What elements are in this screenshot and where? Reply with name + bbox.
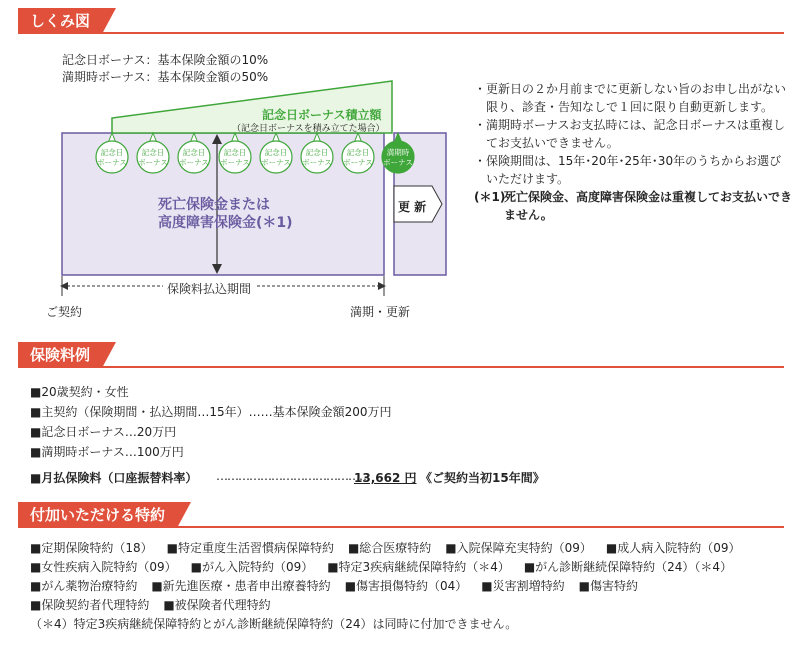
payment-period-label: 保険料払込期間: [163, 280, 255, 297]
premium-line: ■主契約（保険期間・払込期間…15年）……基本保険金額200万円: [30, 405, 392, 419]
rider-item: ■がん入院特約（09）: [190, 560, 314, 574]
bonus-line-maturity: 満期時ボーナス：基本保険金額の50%: [62, 70, 269, 84]
riders-row: [30, 577, 790, 596]
footnote-mark: (＊1): [474, 190, 506, 204]
bubble-text: 記念日: [223, 148, 247, 157]
rider-item: ■成人病入院特約（09）: [605, 541, 741, 555]
rider-item: ■特定重度生活習慣病保障特約: [166, 541, 334, 555]
rider-item: ■定期保険特約（18）: [30, 541, 153, 555]
monthly-premium-amount: 13,662 円: [354, 471, 417, 485]
contract-start-label: ご契約: [46, 305, 83, 319]
premium-line: ■満期時ボーナス…100万円: [30, 445, 184, 459]
section-divider: [18, 526, 784, 528]
bubble-text: ボーナス: [302, 158, 332, 167]
bubble-text: 記念日: [182, 148, 206, 157]
monthly-premium-note: 《ご契約当初15年間》: [420, 471, 545, 485]
notes-block: [474, 80, 792, 224]
section-header-mechanism: しくみ図: [18, 8, 102, 34]
rider-item: ■入院保障充実特約（09）: [445, 541, 592, 555]
rider-item: ■がん診断継続保障特約（24）（＊4）: [523, 560, 733, 574]
rider-item: ■女性疾病入院特約（09）: [30, 560, 177, 574]
bubble-text: ボーナス: [383, 158, 413, 167]
accumulation-subtitle: （記念日ボーナスを積み立てた場合）: [232, 124, 385, 134]
bubble-text: ボーナス: [97, 158, 127, 167]
death-benefit-line1: 死亡保険金または: [158, 197, 270, 213]
section-header-premium: 保険料例: [18, 342, 102, 368]
monthly-premium-label: ■月払保険料（口座振替料率）: [30, 471, 198, 485]
section-divider: [18, 366, 784, 368]
rider-item: ■総合医療特約: [347, 541, 432, 555]
riders-row: [30, 558, 790, 577]
rider-item: ■災害割増特約: [481, 579, 565, 593]
renew-label: 更 新: [398, 200, 427, 214]
accumulation-title: 記念日ボーナス積立額: [262, 108, 382, 122]
bubble-text: ボーナス: [220, 158, 250, 167]
premium-line: ■20歳契約・女性: [30, 385, 129, 399]
bubble-text: ボーナス: [179, 158, 209, 167]
note-footnote: [474, 188, 792, 224]
rider-item: ■傷害特約: [578, 579, 638, 593]
section-header-riders: 付加いただける特約: [18, 502, 177, 528]
rider-item: ■傷害損傷特約（04）: [344, 579, 468, 593]
riders-row: [30, 539, 790, 558]
bubble-text: 満期時: [386, 148, 410, 157]
bubble-text: 記念日: [346, 148, 370, 157]
bubble-text: 記念日: [100, 148, 124, 157]
riders-row: [30, 596, 790, 615]
premium-line: ■記念日ボーナス…20万円: [30, 425, 177, 439]
bubble-text: 記念日: [141, 148, 165, 157]
bubble-text: 記念日: [264, 148, 288, 157]
note-item: ・ 更新日の２か月前までに更新しない旨のお申し出がない限り、診査・告知なしで１回に限り自動更新します。: [474, 80, 792, 116]
bubble-text: 記念日: [305, 148, 329, 157]
bubble-text: ボーナス: [343, 158, 373, 167]
bubble-text: ボーナス: [261, 158, 291, 167]
leader-dots: ……………………………………: [216, 469, 370, 483]
note-item: ・ 保険期間は、15年･20年･25年･30年のうちからお選びいただけます。: [474, 152, 792, 188]
rider-item: ■被保険者代理特約: [163, 598, 271, 612]
note-item: ・ 満期時ボーナスお支払時には、記念日ボーナスは重複してお支払いできません。: [474, 116, 792, 152]
bubble-text: ボーナス: [138, 158, 168, 167]
rider-item: ■がん薬物治療特約: [30, 579, 138, 593]
death-benefit-line2: 高度障害保険金(＊1): [158, 215, 293, 231]
maturity-renewal-label: 満期・更新: [350, 305, 411, 319]
rider-item: ■特定3疾病継続保障特約（＊4）: [327, 560, 510, 574]
rider-item: ■保険契約者代理特約: [30, 598, 150, 612]
rider-item: ■新先進医療・患者申出療養特約: [151, 579, 331, 593]
riders-footnote: （＊4）特定3疾病継続保障特約とがん診断継続保障特約（24）は同時に付加できません。: [30, 617, 518, 631]
bonus-line-anniversary: 記念日ボーナス：基本保険金額の10%: [62, 53, 269, 67]
riders-list: [30, 539, 790, 634]
footnote-text: 死亡保険金、高度障害保険金は重複してお支払いできません。: [504, 190, 793, 222]
